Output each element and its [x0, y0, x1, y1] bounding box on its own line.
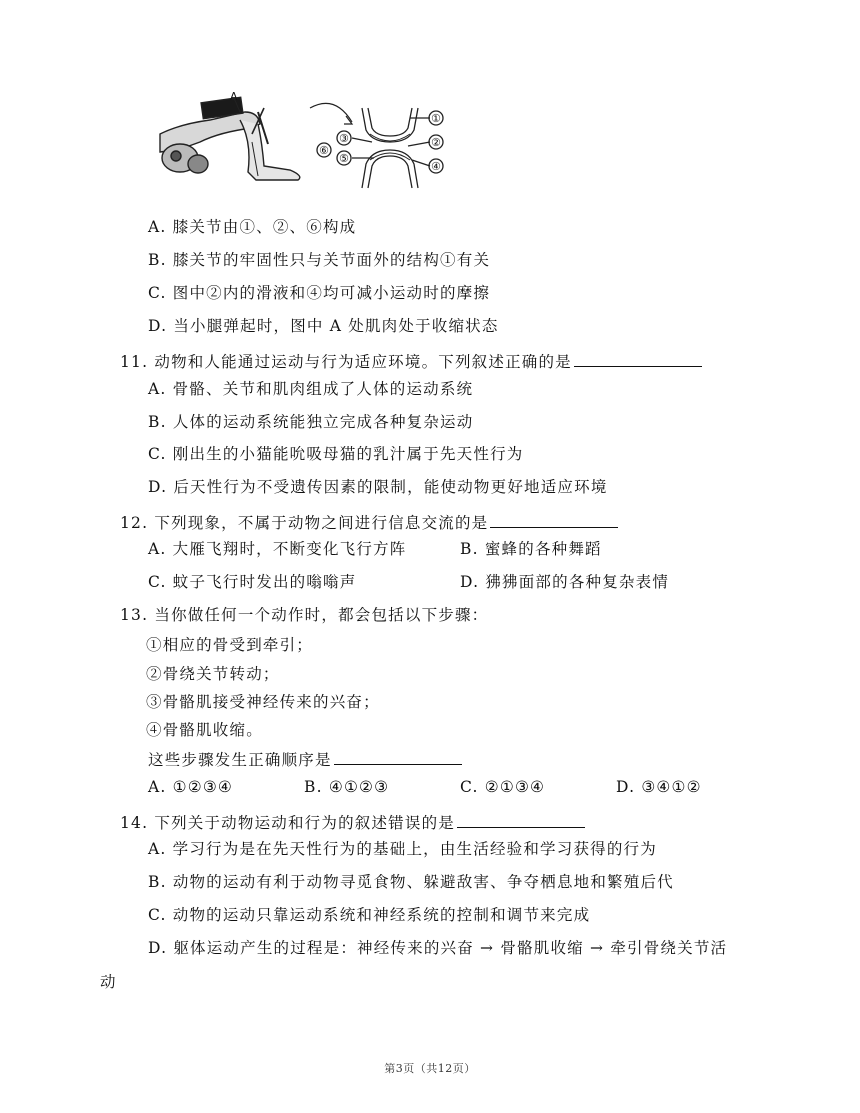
- joint-diagram: [317, 108, 443, 188]
- q14-option-a: A. 学习行为是在先天性行为的基础上，由生活经验和学习获得的行为: [148, 840, 657, 858]
- q14-option-d: D. 躯体运动产生的过程是：神经传来的兴奋 → 骨骼肌收缩 → 牵引骨绕关节活: [148, 939, 728, 957]
- label-5: ⑤: [339, 152, 349, 165]
- knee-joint-figure: [140, 72, 470, 200]
- q10-option-c: C. 图中②内的滑液和④均可减小运动时的摩擦: [148, 284, 491, 302]
- q11-option-d: D. 后天性行为不受遗传因素的限制，能使动物更好地适应环境: [148, 478, 608, 496]
- label-6: ⑥: [319, 144, 329, 157]
- q14-option-d-continued: 动: [100, 973, 117, 991]
- q11-option-a: A. 骨骼、关节和肌肉组成了人体的运动系统: [148, 380, 474, 398]
- q13-prompt: [148, 748, 462, 770]
- q13-prompt-text: 这些步骤发生正确顺序是: [148, 751, 332, 769]
- q11-option-c: C. 刚出生的小猫能吮吸母猫的乳汁属于先天性行为: [148, 445, 524, 463]
- q12-option-a: A. 大雁飞翔时，不断变化飞行方阵: [148, 540, 407, 558]
- q11-stem-text: 11. 动物和人能通过运动与行为适应环境。下列叙述正确的是: [120, 353, 572, 371]
- q12-option-b: B. 蜜蜂的各种舞蹈: [460, 540, 602, 558]
- label-1: ①: [431, 112, 441, 125]
- q13-step-4: ④骨骼肌收缩。: [146, 721, 263, 739]
- page-number-footer: 第3页（共12页）: [384, 1062, 476, 1075]
- knee-jerk-illustration: [160, 97, 352, 180]
- q11-option-b: B. 人体的运动系统能独立完成各种复杂运动: [148, 413, 474, 431]
- q13-option-b: B. ④①②③: [304, 778, 390, 796]
- q10-option-a: A. 膝关节由①、②、⑥构成: [148, 218, 357, 236]
- label-3: ③: [339, 132, 349, 145]
- q11-stem: [120, 350, 702, 372]
- q12-stem: [120, 511, 618, 533]
- answer-blank: [574, 350, 702, 367]
- answer-blank: [490, 511, 618, 528]
- answer-blank: [334, 748, 462, 765]
- q10-option-d: D. 当小腿弹起时，图中 A 处肌肉处于收缩状态: [148, 317, 499, 335]
- q10-option-b: B. 膝关节的牢固性只与关节面外的结构①有关: [148, 251, 491, 269]
- label-2: ②: [431, 136, 441, 149]
- q12-option-c: C. 蚊子飞行时发出的嗡嗡声: [148, 573, 357, 591]
- q12-stem-text: 12. 下列现象，不属于动物之间进行信息交流的是: [120, 514, 489, 532]
- q13-option-c: C. ②①③④: [460, 778, 546, 796]
- q14-option-c: C. 动物的运动只靠运动系统和神经系统的控制和调节来完成: [148, 906, 591, 924]
- q14-stem: [120, 811, 585, 833]
- q13-option-a: A. ①②③④: [148, 778, 234, 796]
- q14-stem-text: 14. 下列关于动物运动和行为的叙述错误的是: [120, 814, 455, 832]
- q13-stem: 13. 当你做任何一个动作时，都会包括以下步骤：: [120, 606, 489, 624]
- q13-step-1: ①相应的骨受到牵引；: [146, 636, 314, 654]
- label-a: A: [230, 90, 238, 103]
- q12-option-d: D. 狒狒面部的各种复杂表情: [460, 573, 670, 591]
- label-4: ④: [431, 160, 441, 173]
- q14-option-b: B. 动物的运动有利于动物寻觅食物、躲避敌害、争夺栖息地和繁殖后代: [148, 873, 674, 891]
- answer-blank: [457, 811, 585, 828]
- q13-option-d: D. ③④①②: [616, 778, 702, 796]
- q13-step-3: ③骨骼肌接受神经传来的兴奋；: [146, 693, 380, 711]
- q13-step-2: ②骨绕关节转动；: [146, 665, 280, 683]
